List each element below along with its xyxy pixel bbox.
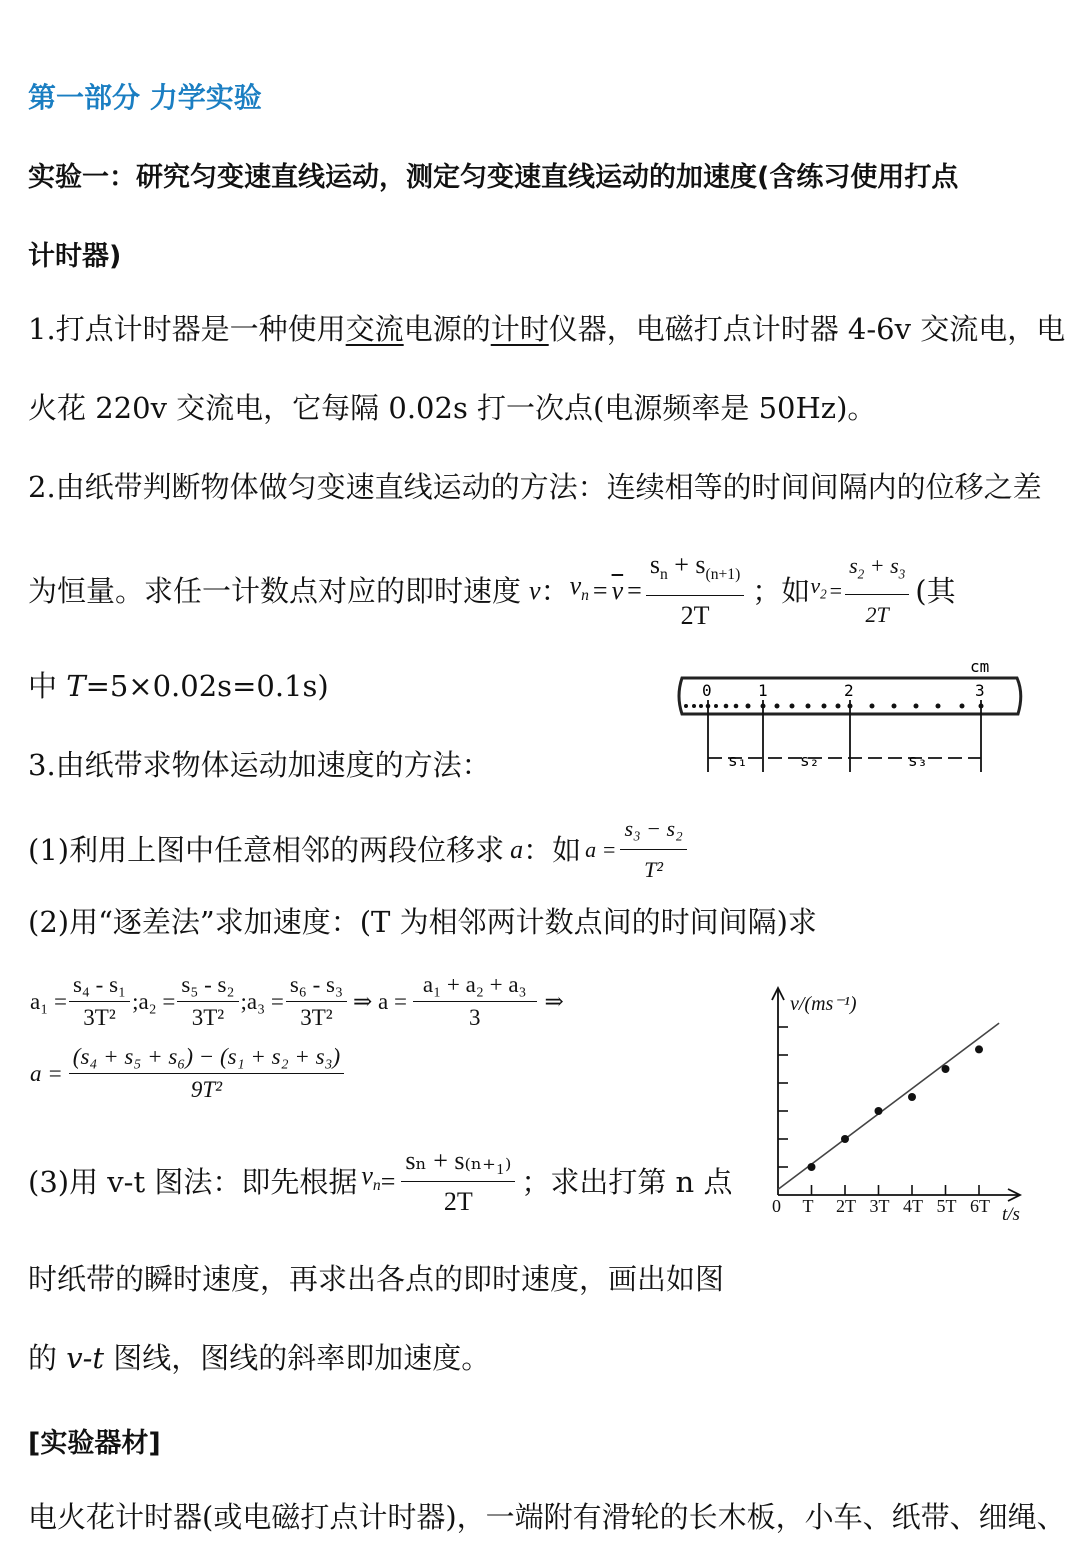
section-title: 第一部分 力学实验 <box>28 81 262 114</box>
vt-chart <box>750 980 1040 1225</box>
equipment-heading: [实验器材] <box>28 1428 161 1459</box>
formula-vn: $v_n$ <box>569 570 589 604</box>
method-1: (1)利用上图中任意相邻的两段位移求 a ：如 a = $\frac{\text{s₃ − s₂}}{\text{T²}}$ <box>28 812 687 887</box>
paragraph-1-line1: 1.打点计时器是一种使用交流电源的计时仪器，电磁打点计时器 4-6v 交流电，电 <box>28 312 1066 346</box>
method-3-line1: (3)用 v-t 图法：即先根据 $v_n$ = $\frac{\text{sₙ + s₍ₙ₊₁₎}}{2T}$ ；求出打第 n 点 <box>28 1146 733 1216</box>
paragraph-3-heading: 3.由纸带求物体运动加速度的方法： <box>28 748 491 782</box>
vt-xtick-label: T <box>802 1196 814 1216</box>
vt-data-point <box>841 1135 849 1143</box>
formula-vn-fraction: $\frac{s_n + s_{(n+1)}}{2T}$ <box>646 548 744 633</box>
tape-segment-s3: s₃ <box>908 751 928 770</box>
tape-mark-0: 0 <box>702 681 712 700</box>
experiment-title-line1: 实验一：研究匀变速直线运动，测定匀变速直线运动的加速度(含练习使用打点 <box>28 162 959 193</box>
underline-ac: 交流 <box>345 312 404 346</box>
difference-method-equation-2: a = $\frac{\text{(s₄ + s₅ + s₆) − (s₁ + s₂ + s₃)}}{\text{9T²}}$ <box>30 1044 344 1103</box>
difference-method-equation-1: a₁ = $\frac{\text{s₄ - s₁}}{\text{3T²}}$ ;a₂ = $\frac{\text{s₅ - s₂}}{\text{3T²}}$ ;a₃ = $\frac{\text{s₆ - s₃}}{\text{3T²}}$ ⇒ a = $\frac{\text{a₁ + a₂ + a₃}}{3}$ ⇒ <box>30 972 564 1030</box>
method-3-line2: 时纸带的瞬时速度，再求出各点的即时速度，画出如图 <box>28 1262 725 1296</box>
tape-mark-2: 2 <box>844 681 854 700</box>
vt-ylabel: v/(ms⁻¹) <box>790 993 857 1015</box>
underline-timer: 计时 <box>490 312 549 346</box>
formula-v2-fraction: $\frac{s_2 + s_3}{2T}$ <box>845 549 909 632</box>
vt-xtick-label: 2T <box>836 1196 856 1216</box>
method-3-line3: 的 v-t 图线，图线的斜率即加速度。 <box>28 1341 491 1375</box>
vt-data-point <box>875 1107 883 1115</box>
tape-unit-label: cm <box>970 660 990 676</box>
vt-data-point <box>942 1065 950 1073</box>
vt-xtick-label: 6T <box>970 1196 990 1216</box>
vt-xtick-label: 4T <box>903 1196 923 1216</box>
vt-data-point <box>975 1045 983 1053</box>
tape-mark-3: 3 <box>975 681 985 700</box>
vt-data-point <box>908 1093 916 1101</box>
vt-data-point <box>808 1163 816 1171</box>
method-2: (2)用“逐差法”求加速度：(T 为相邻两计数点间的时间间隔)求 <box>28 905 817 939</box>
vt-xtick-label: 3T <box>869 1196 890 1216</box>
vt-xlabel: t/s <box>1002 1204 1020 1225</box>
vt-origin-label: 0 <box>772 1196 781 1216</box>
paragraph-2-line3: 中 T=5×0.02s=0.1s) <box>28 669 329 703</box>
tape-segment-s2: s₂ <box>800 751 820 770</box>
paragraph-2-line2: 为恒量。求任一计数点对应的即时速度 v ： $v_n$ = $\overline{v}$ = $\frac{s_n + s_{(n+1)}}{2T}$ ；如 $v_2$ = $\frac{s_2 + s_3}{2T}$ (其 <box>28 548 956 633</box>
equipment-line: 电火花计时器(或电磁打点计时器)，一端附有滑轮的长木板，小车、纸带、细绳、 <box>28 1500 1066 1534</box>
formula-vbar: $\overline{v}$ <box>611 575 624 605</box>
paragraph-1-line2: 火花 220v 交流电，它每隔 0.02s 打一次点(电源频率是 50Hz)。 <box>28 391 877 425</box>
vt-xtick-label: 5T <box>936 1196 957 1216</box>
paragraph-2-line1: 2.由纸带判断物体做匀变速直线运动的方法：连续相等的时间间隔内的位移之差 <box>28 470 1042 504</box>
tape-segment-s1: s₁ <box>728 751 748 770</box>
paper-tape-figure <box>672 660 1032 780</box>
formula-a-fraction: $\frac{\text{s₃ − s₂}}{\text{T²}}$ <box>620 812 686 887</box>
experiment-title-line2: 计时器) <box>28 241 122 272</box>
tape-mark-1: 1 <box>758 681 768 700</box>
